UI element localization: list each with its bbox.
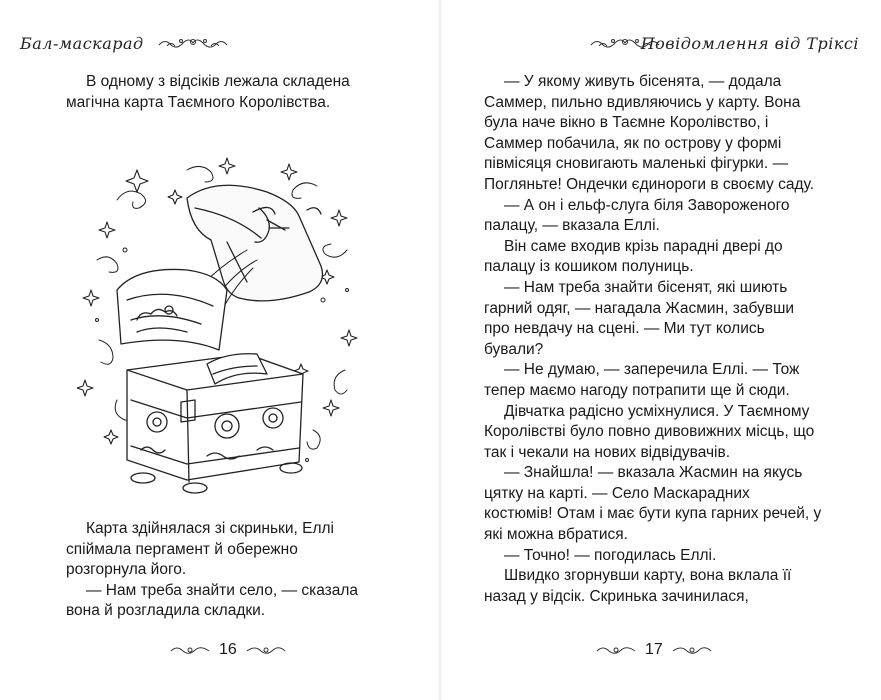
header-ornament-icon	[157, 36, 229, 50]
folio-right	[595, 641, 713, 659]
running-head-right: Повідомлення від Тріксі	[640, 34, 859, 53]
paragraph: Дівчатка радісно усміхнулися. У Таємному Королівстві було повно дивовижних місць, що так і чекали на нових відвідувачів.	[484, 402, 815, 461]
paragraph: Він саме входив крізь парадні двері до палацу із кошиком полуниць.	[484, 237, 783, 276]
running-head-left: Бал-маскарад	[20, 34, 144, 53]
treasure-chest-with-magic-map-icon	[77, 150, 369, 500]
folio-ornament-icon	[245, 644, 287, 656]
folio-ornament-icon	[169, 644, 211, 656]
paragraph: — Нам треба знайти село, — сказала вона й розгладила складки.	[66, 581, 359, 620]
paragraph: — Знайшла! — вказала Жасмин на якусь цятку на карті. — Село Маскарадних костюмів! Отам і має бути купа гарних речей, у які можна вбратися.	[484, 464, 822, 544]
folio-ornament-icon	[595, 644, 637, 656]
paragraph: — А он і ельф-слуга біля Завороженого палацу, — вказала Еллі.	[484, 196, 790, 235]
page-number: 17	[645, 641, 663, 658]
paragraph: — Нам треба знайти бісенят, які шиють гарний одяг, — нагадала Жасмин, забувши про невдачу на сцені. — Ми тут колись бували?	[484, 278, 795, 358]
paragraph: — Не думаю, — заперечила Еллі. — Тож тепер маємо нагоду потрапити ще й сюди.	[484, 361, 800, 399]
paragraph: Швидко згорнувши карту, вона вклала її назад у відсік. Скринька зачинилася,	[484, 567, 792, 605]
paragraph: — У якому живуть бісенята, — додала Саммер, пильно вдивляючись у карту. Вона була наче вікно в Таємне Королівство, і Саммер побачила, як по острову у формі півмісяця сновигають маленькі фігурки. — Погляньте! Ондечки єдинороги в своєму саду.	[484, 73, 815, 193]
right-page	[441, 0, 881, 700]
folio-ornament-icon	[671, 644, 713, 656]
paragraph: В одному з відсіків лежала складена магічна карта Таємного Королівства.	[66, 73, 350, 111]
page-number: 16	[219, 641, 237, 658]
left-page	[0, 0, 440, 700]
folio-left	[169, 641, 287, 659]
paragraph: — Точно! — погодилась Еллі.	[504, 546, 717, 564]
paragraph: Карта здійнялася зі скриньки, Еллі спіймала пергамент й обережно розгорнула його.	[66, 520, 334, 579]
right-body	[484, 72, 822, 607]
left-body-bottom	[66, 519, 382, 622]
left-body-top	[66, 72, 378, 113]
